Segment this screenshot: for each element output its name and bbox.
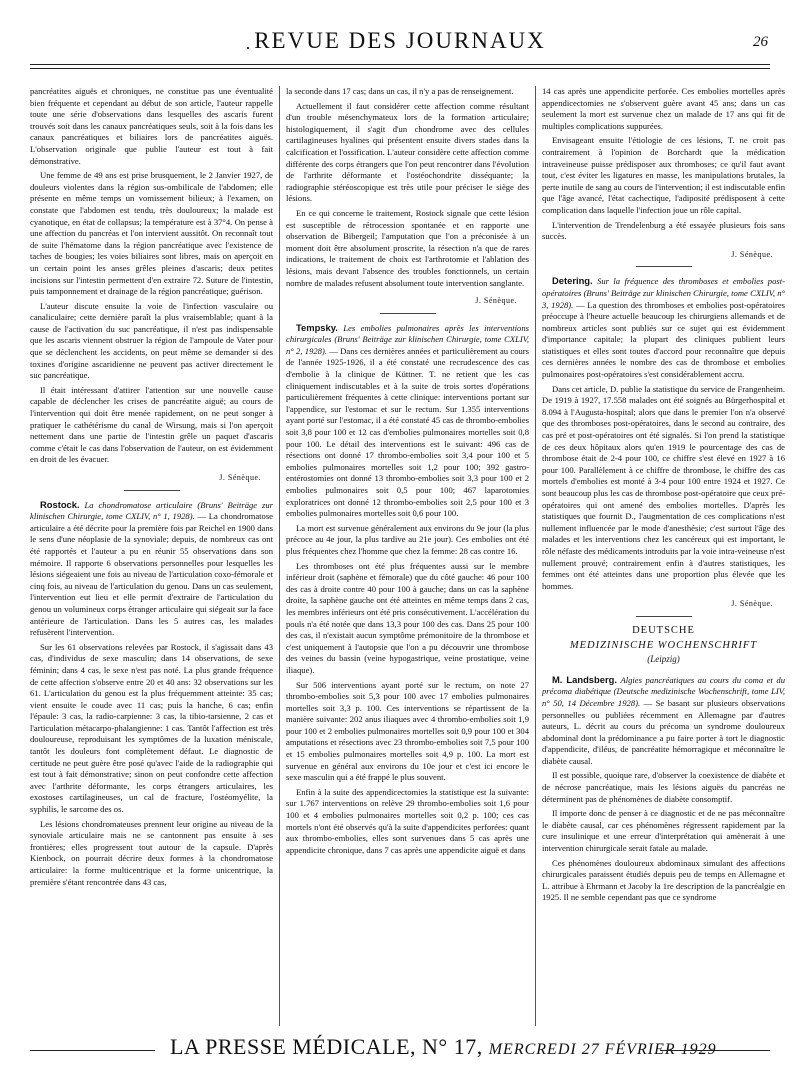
- article-text: — La question des thromboses et embolies post-opératoires préoccupe à l'heure actuelle beaucoup les chirurgiens allemands et de nombreux articles sont publiés sur ce sujet qui est évidemment d'importance capitale; la plupart des cliniques publient leurs statistiques et elles sont toutes d'accord pour reconnaître que depuis ces dernières années le nombre des cas de thrombose et embolies pulmonaires post-opératoires s'est considérablement accru.: [542, 299, 785, 380]
- article-title: Les embolies pulmonaires après les interventions chirurgicales: [286, 322, 529, 345]
- header-rule: [30, 64, 770, 65]
- page-header: [30, 22, 770, 72]
- page-footer: [30, 1030, 770, 1070]
- footer-publication: LA PRESSE MÉDICALE, N° 17,: [170, 1034, 483, 1059]
- column-3: [542, 86, 785, 1026]
- separator-rule: [124, 490, 180, 491]
- separator-rule: [636, 616, 692, 617]
- article-author: Detering.: [552, 275, 593, 287]
- paragraph: Sur les 61 observations relevées par Rostock, il s'agissait dans 43 cas, d'individus de sexe masculin; dans 14 observations, de sexe féminin; dans 4 cas, le sexe n'est pas noté. La plus grande fréquence de cette affection s'observe entre 20 et 40 ans: 32 observations sur les 61. L'articulation du genou est la plus fréquemment atteinte: 35 cas; vient ensuite le coude avec 11 cas; puis la hanche, 6 cas; enfin l'épaule: 3 cas, la radio-carpienne: 3 cas, la tibio-tarsienne, 2 cas et l'articulation métacarpo-phalangienne: 1 cas. Tantôt l'affection est très douloureuse, reproduisant les symptômes de la luxation méniscale, tantôt les douleurs font complètement défaut. Le diagnostic de certitude ne peut guère être posé qu'avec l'aide de la radiographie qui est tout à fait démonstrative; sinon on peut confondre cette affection avec l'arthrite déformante, les corps étrangers articulaires, les exostoses cartilagineuses, un cal de fracture, l'ostéomyélite, la syphilis, le sarcome des os.: [30, 641, 273, 815]
- article-text: — Se basant sur plusieurs observations personnelles ou publiées récemment en Allemagne par d'autres auteurs, L. décrit au cours du précoma un syndrome douloureux abdominal dont la prédominance a pu faire porter à tort le diagnostic d'appendicite, d'iléus, de pancréatite hémorragique et méconnaître le diabète causal.: [542, 697, 785, 766]
- footer-date: MERCREDI 27 FÉVRIER 1929: [488, 1041, 717, 1058]
- paragraph: Les thromboses ont été plus fréquentes aussi sur le membre inférieur droit (saphène et fémorale) que du côté gauche: 46 pour 100 des cas à droite contre 40 pour 100 à gauche; dans un cas la saphène droite, la saphène gauche ont été atteintes en même temps dans 2 cas, les membres inférieurs ont été pris consécutivement. L'accélération du pouls n'a été notée que dans 13,3 pour 100 des cas. Dans 25 pour 100 des cas, il n'existait aucun symptôme prémonitoire de la thrombose et c'est uniquement à l'autopsie que l'on a pu découvrir une thrombose des veines du bassin (veine hypogastrique, veine prostatique, veine iliaque).: [286, 560, 529, 675]
- paragraph: En ce qui concerne le traitement, Rostock signale que cette lésion est susceptible de rétrocession spontanée et en rapporte une observation de Bibergeil; l'amputation que l'on a préconisée à un moment doit être absolument proscrite, la résection n'a que de rares indications, le traitement de choix est l'arthrotomie et l'ablation des lésions, mais devant l'absence des troubles fonctionnels, un certain nombre de malades refusent absolument toute intervention sanglante.: [286, 207, 529, 288]
- signature: J. Sénèque.: [475, 296, 517, 306]
- page-number: 26: [753, 34, 768, 50]
- article-title: La chondromatose articulaire: [84, 499, 193, 510]
- paragraph: Les lésions chondromateuses prennent leur origine au niveau de la synoviale articulaire mais ne se cantonnent pas ensuite à ses frontières; elles progressent tout autour de la capsule. D'après Kienbock, on pourrait décrire deux formes à la chondromatose articulaire: la forme multicentrique et la forme unicentrique, la première s'étant rencontrée dans 43 cas,: [30, 818, 273, 887]
- paragraph: Enfin à la suite des appendicectomies la statistique est la suivante: sur 1.767 interventions on relève 29 thrombo-embolies soit 1,6 pour 100 et 4 embolies pulmonaires mortelles soit 0,2 p. 100; ces cas mortels n'ont été observés qu'à la suite d'appendicites perforées: quant aux thrombo-embolies, elles sont survenues dans 5 cas après une appendicite chronique, dans 7 cas après une appendicite aiguë et dans: [286, 786, 529, 855]
- header-rule-thin: [30, 68, 770, 69]
- paragraph: Dans cet article, D. publie la statistique du service de Frangenheim. De 1919 à 1927, 17.558 malades ont été soignés au Bürgerhospital et 8.094 à l'Augusta-hospital; alors que dans le premier l'on n'a observé que des thromboses post-opératoires, dans le second au contraire, des cas pré et post-opératoires ont été signalés. Si l'on prend la statistique de ces deux hôpitaux alors qu'en 1919 le pourcentage des cas de thrombose était de 2-4 pour 100, ce chiffre s'est élevé en 1927 à 16 pour 100. Parallèlement à ce chiffre de thrombose, le chiffre des cas mortels d'embolies est monté à 3-4 pour 100 entre 1924 et 1927. Ce sont beaucoup plus les cas de thrombose post-opératoire que ceux pré-opératoires qui ont amené des embolies mortelles. D'après les statistiques que fournit D., l'augmentation de ces complications n'est nullement influencée par le mode d'anesthésie; c'est surtout l'âge des malades et les interventions chez les cancéreux qui est important, le rôle néfaste des médicaments introduits par la voie intra-veineuse n'est nullement prouvé; contrairement enfin à d'autres statistiques, les femmes ont été atteintes dans une proportion plus élevée que les hommes.: [542, 383, 785, 591]
- paragraph: pancréatites aiguës et chroniques, ne constitue pas une éventualité bien fréquente et cependant au début de son article, l'auteur rappelle toute une série d'observations dans lesquelles des ascaris furent trouvés soit dans les canaux pancréatiques seuls, soit à la fois dans les canaux pancréatiques et biliaires lors de pancréatites aiguës. L'observation originale que publie l'auteur est tout à fait démonstrative.: [30, 86, 273, 166]
- paragraph: Il importe donc de penser à ce diagnostic et de ne pas méconnaître le diabète causal, car ces phénomènes régressent rapidement par la cure insulinique et une erreur d'interprétation qui amènerait à une intervention chirurgicale serait fatale au malade.: [542, 808, 785, 854]
- article-rostock: [30, 499, 273, 639]
- paragraph: Sur 506 interventions ayant porté sur le rectum, on note 27 thrombo-embolies soit 5,3 pour 100 avec 17 embolies pulmonaires mortelles soit 3,3 p. 100. Ces interventions se répartissent de la manière suivante: 202 anus iliaques avec 4 thrombo-embolies soit 1,9 pour 100 et 2 embolies pulmonaires mortelles soit 0,9 pour 100 et 304 amputations et résections avec 23 thrombo-embolies soit 7,5 pour 100 et 15 embolies pulmonaires mortelles soit 4,9 p. 100. La mort est survenue en général aux environs du 10e jour et c'est ici encore le sexe masculin qui a été frappé le plus souvent.: [286, 679, 529, 783]
- paragraph: 14 cas après une appendicite perforée. Ces embolies mortelles après appendicectomies ne s'observent guère avant 45 ans; dans un cas seulement la mort est survenue chez un malade de 17 ans qui fit de multiples complications suppurées.: [542, 86, 785, 131]
- separator-rule: [636, 266, 692, 267]
- paragraph: L'intervention de Trendelenburg a été essayée plusieurs fois sans succès.: [542, 219, 785, 242]
- journal-city: (Leipzig): [647, 654, 680, 665]
- paragraph: L'auteur discute ensuite la voie de l'infection vasculaire ou canaliculaire; cette dernière paraît la plus vraisemblable; quant à la cause de l'activation du suc pancréatique, il n'est pas indispensable que les ascaris viennent obstruer la région de l'ampoule de Vater pour que se déclenchent les accidents, on peut même se demander si des toxines d'origine ascaridienne ne peuvent pas activer directement le suc pancréatique.: [30, 300, 273, 381]
- column-1: [30, 86, 273, 1026]
- footer-text: [170, 1034, 717, 1060]
- journal-name-line2: MEDIZINISCHE WOCHENSCHRIFT: [569, 639, 758, 651]
- paragraph: Il était intéressant d'attirer l'attention sur une nouvelle cause capable de déclencher les crises de pancréatite aiguë; au cours de l'intervention qui doit être menée rapidement, on ne peut songer à pratiquer le cathétérisme du canal de Wirsung, mais si l'on aperçoit nettement dans une partie de l'intestin grêle un paquet d'ascaris comme c'était le cas dans l'observation de l'auteur, on est évidemment en droit de les évacuer.: [30, 384, 273, 465]
- article-author: M. Landsberg.: [552, 673, 617, 685]
- article-source: (Bruns' Beiträge zur klinischen Chirurgie, tome CXLIV, n° 2, 1928).: [286, 334, 529, 356]
- article-landsberg: [542, 674, 785, 768]
- column-2: [286, 86, 529, 1026]
- article-text: — La chondromatose articulaire a été décrite pour la première fois par Reichel en 1900 dans le sens d'une néoplasie de la synoviale; depuis, de nombreux cas ont été rapportés et l'auteur a pu en réunir 55 observations dans son mémoire. Il rapporte 6 observations personnelles pour lesquelles les lésions siégeaient une fois au niveau de l'articulation coxo-fémorale et cinq fois, au niveau de l'articulation du genou. Dans un cas seulement, l'intervention eut lieu et elle permit d'extraire de l'articulation du genou un volumineux corps étranger articulaire qui siégeait sur la face antérieure de l'articulation. Dans les 5 autres cas, les malades refusèrent l'intervention.: [30, 511, 273, 638]
- paragraph: La mort est survenue généralement aux environs du 9e jour (la plus précoce au 4e jour, la plus tardive au 21e jour). Ces embolies ont été plus fréquentes chez l'homme que chez la femme: 28 cas contre 16.: [286, 522, 529, 556]
- signature: J. Sénèque.: [731, 599, 773, 609]
- article-tempsky: [286, 322, 529, 520]
- column-divider: [279, 86, 280, 1026]
- article-author: Rostock.: [40, 498, 80, 510]
- article-author: Tempsky.: [296, 321, 338, 333]
- signature: J. Sénèque.: [731, 249, 773, 259]
- paragraph: Une femme de 49 ans est prise brusquement, le 2 Janvier 1927, de douleurs violentes dans la région sus-ombilicale de l'abdomen; elle présente en même temps un vomissement bilieux; à l'examen, on constate que l'abdomen est tendu, très douloureux; la malade est cyanotique, en état de collapsus; la température est à 37°4. On pense à une affection du pancréas et l'on intervient aussitôt. On reconnaît tout de suite l'hématome dans la région pancréatique avec l'existence de taches de bougies; les voies biliaires sont libres, mais on aperçoit en un certain point les anses grêles pleines d'ascaris; deux petites incisions sur l'intestin permettent d'en extraire 72. Suture de l'intestin, puis tamponnement et drainage de la région pancréatique; guérison.: [30, 170, 273, 297]
- article-title: Sur la fréquence des thromboses et embolies post-opératoires: [542, 276, 785, 298]
- article-detering: [542, 275, 785, 380]
- journal-name: DEUTSCHE: [632, 624, 695, 636]
- article-source: (Deutsche medizinische Wochenschrift, tome LIV, n° 50, 14 Décembre 1928).: [542, 686, 785, 708]
- footer-rule-right: [660, 1050, 770, 1051]
- paragraph: Actuellement il faut considérer cette affection comme résultant d'un trouble mésenchymateux lors de la formation articulaire; histologiquement, il s'agit d'un chondrome avec des cellules cartilagineuses hyalines qui présentent ensuite divers stades dans la calcification et l'ossification. L'auteur considère cette affection comme différente des corps étrangers que l'on peut rencontrer dans l'évolution de l'arthrite déformante et l'ostéochondrite disséquante; la radiographie stéréoscopique est très utile pour préciser le siège des lésions.: [286, 100, 529, 204]
- paragraph: la seconde dans 17 cas; dans un cas, il n'y a pas de renseignement.: [286, 86, 514, 96]
- header-dot: ·: [245, 38, 251, 58]
- paragraph: Envisageant ensuite l'étiologie de ces lésions, T. ne croit pas contrairement à l'opinion de Borchardt que la médication intraveineuse puisse prédisposer aux thromboses; ce qu'il faut avant tout, c'est éviter les ligatures en masse, les manipulations brutales, la perte inutile de sang au cours de l'intervention; il est indiscutable enfin que l'âge avancé, l'état cachectique, l'adiposité prédisposent à cette complication dans laquelle l'infection joue un rôle capital.: [542, 135, 785, 215]
- article-text: — Dans ces dernières années et particulièrement au cours de l'année 1925-1926, il a été constaté une recrudescence des cas d'embolie à la clinique de Küttner. T. ne retient que les cas cliniquement indiscutables et à la suite de trois sortes d'opérations particulièrement fréquentes à cette clinique: interventions portant sur l'appendice, sur l'estomac et sur le rectum. Sur 1.355 interventions ayant porté sur l'estomac, il a été constaté 45 cas de thrombo-embolies soit 3,8 pour 100 et 12 cas d'embolies pulmonaires mortelles soit 0,8 pour 100. Le détail des interventions est le suivant: 496 cas de résections ont donné 17 thrombo-embolies soit 3,4 pour 100 et 5 embolies pulmonaires mortelles soit 1,2 pour 100; 392 gastro-entérostomies ont donné 13 thrombo-embolies soit 3,3 pour 100 et 2 embolies pulmonaires soit 0,5 pour 100; 467 laparotomies exploratrices ont donné 12 thrombo-embolies soit 2,5 pour 100 et 3 embolies pulmonaires mortelles soit 0,6 pour 100.: [286, 345, 529, 519]
- paragraph: Ces phénomènes douloureux abdominaux simulant des affections chirurgicales paraissent étudiés depuis peu de temps en Allemagne et L. attribue à Ehrmann et Jacoby la 1re description de la pancréalgie en 1925. Il ne semble cependant pas que ce syndrome: [542, 857, 785, 903]
- column-divider: [535, 86, 536, 1026]
- separator-rule: [380, 313, 436, 314]
- footer-rule-left: [30, 1050, 155, 1051]
- paragraph: Il est possible, quoique rare, d'observer la coexistence de diabète et de nécrose pancréatique, mais les lésions aiguës du pancréas ne déterminent pas de phénomènes de diabète consomptif.: [542, 770, 785, 804]
- article-source: (Bruns' Beiträge zur klinischen Chirurgie, tome CXLIV, n° 3, 1928).: [542, 287, 785, 310]
- page-title: REVUE DES JOURNAUX: [254, 28, 546, 53]
- signature: J. Sénèque.: [219, 473, 261, 482]
- article-source: (Bruns' Beiträge zur klinischen Chirurgie, tome CXLIV, n° 1, 1928).: [30, 499, 273, 522]
- article-title: Algies pancréatiques au cours du coma et du précoma diabétique: [542, 674, 785, 697]
